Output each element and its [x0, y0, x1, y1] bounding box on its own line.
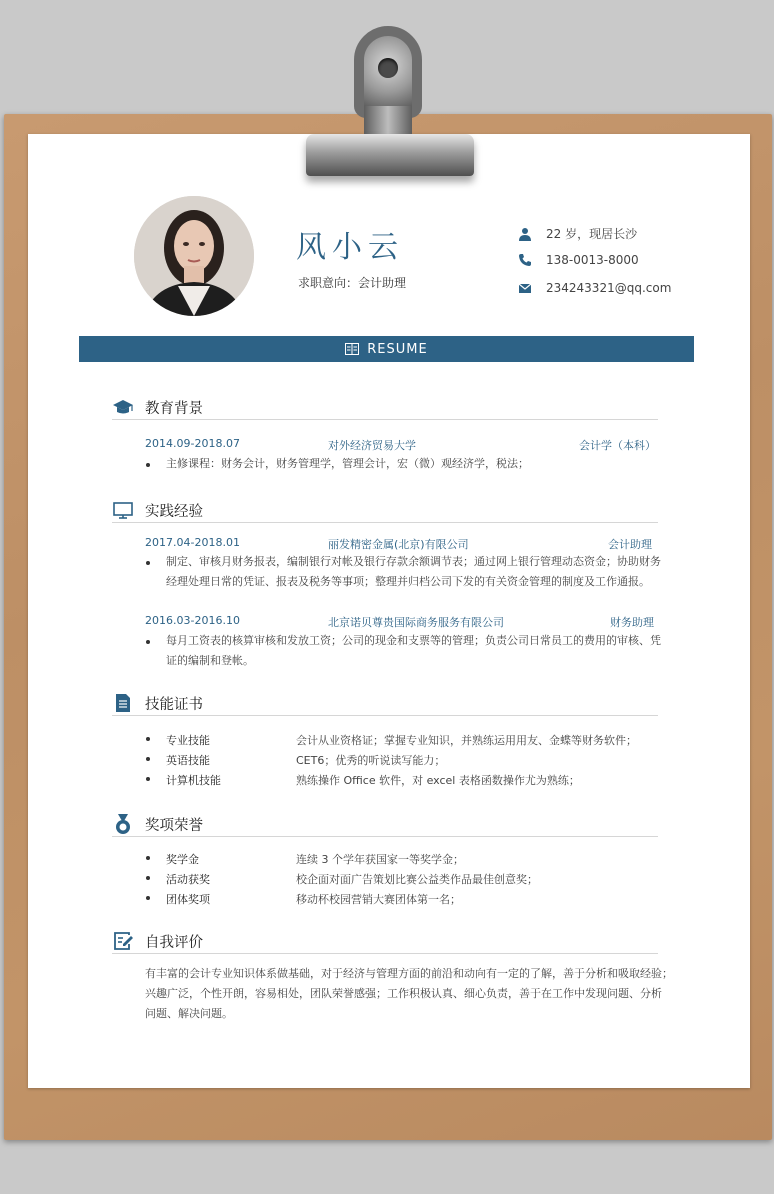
self-eval-line3: 问题、解决问题。 [145, 1007, 233, 1020]
bullet [146, 777, 154, 785]
monitor-icon [112, 499, 134, 521]
section-title: 教育背景 [145, 401, 203, 417]
contact-phone [518, 253, 639, 267]
edu-school: 对外经济贸易大学 [328, 439, 416, 452]
self-eval-line2: 兴趣广泛，个性开朗，容易相处，团队荣誉感强；工作积极认真、细心负责，善于在工作中发现问题、分析 [145, 987, 662, 1000]
section-experience [112, 499, 658, 523]
bullet [146, 640, 154, 648]
exp2-role: 财务助理 [610, 616, 654, 629]
book-icon [345, 343, 359, 355]
exp2-date: 2016.03-2016.10 [145, 614, 240, 627]
award-desc: 连续 3 个学年获国家一等奖学金； [296, 853, 464, 866]
exp1-role: 会计助理 [608, 538, 652, 551]
edu-courses: 主修课程：财务会计，财务管理学，管理会计，宏（微）观经济学，税法； [166, 457, 529, 470]
mail-icon [518, 281, 532, 295]
section-self-evaluation [112, 930, 658, 954]
exp2-desc-line1: 每月工资表的核算审核和发放工资；公司的现金和支票等的管理；负责公司日常员工的费用的审核、凭 [166, 634, 661, 647]
bullet [146, 856, 154, 864]
award-desc: 移动杯校园营销大赛团体第一名； [296, 893, 461, 906]
award-label: 奖学金 [166, 853, 199, 866]
bullet [146, 463, 154, 471]
contact-email [518, 281, 671, 295]
skill-label: 英语技能 [166, 754, 210, 767]
section-skills [112, 692, 658, 716]
exp1-desc-line1: 制定、审核月财务报表，编制银行对帐及银行存款余额调节表；通过网上银行管理动态资金；协助财务 [166, 555, 661, 568]
contact-age-location [518, 225, 637, 242]
edit-note-icon [112, 930, 134, 952]
exp2-desc-line2: 证的编制和登帐。 [166, 654, 254, 667]
award-label: 团体奖项 [166, 893, 210, 906]
section-title: 实践经验 [145, 504, 203, 520]
bullet [146, 561, 154, 569]
contact-text: 234243321@qq.com [546, 281, 672, 295]
section-education [112, 396, 658, 420]
candidate-name: 风小云 [296, 230, 404, 265]
skill-label: 计算机技能 [166, 774, 221, 787]
graduation-cap-icon [112, 396, 134, 418]
exp1-desc-line2: 经理处理日常的凭证、报表及税务等事项；整理并归档公司下发的有关资金管理的制度及工作通报。 [166, 575, 650, 588]
section-title: 技能证书 [145, 697, 203, 713]
skill-label: 专业技能 [166, 734, 210, 747]
skill-desc: 会计从业资格证；掌握专业知识，并熟练运用用友、金蝶等财务软件； [296, 734, 637, 747]
job-intent: 求职意向：会计助理 [298, 276, 407, 290]
bullet [146, 737, 154, 745]
medal-icon [112, 813, 134, 835]
exp1-company: 丽发精密金属(北京)有限公司 [328, 538, 469, 551]
person-icon [518, 227, 532, 241]
contact-text: 138-0013-8000 [546, 253, 639, 267]
section-title: 奖项荣誉 [145, 818, 203, 834]
bullet [146, 896, 154, 904]
banner-label: RESUME [367, 341, 428, 357]
award-label: 活动获奖 [166, 873, 210, 886]
award-desc: 校企面对面广告策划比赛公益类作品最佳创意奖； [296, 873, 538, 886]
avatar [134, 196, 254, 316]
document-icon [112, 692, 134, 714]
binder-clip [300, 26, 476, 178]
exp1-date: 2017.04-2018.01 [145, 536, 240, 549]
bullet [146, 757, 154, 765]
exp2-company: 北京诺贝尊贵国际商务服务有限公司 [328, 616, 504, 629]
skill-desc: 熟练操作 Office 软件，对 excel 表格函数操作尤为熟练； [296, 774, 580, 787]
skill-desc: CET6；优秀的听说读写能力； [296, 754, 446, 767]
self-eval-line1: 有丰富的会计专业知识体系做基础，对于经济与管理方面的前沿和动向有一定的了解，善于分析和吸取经验； [145, 967, 673, 980]
section-title: 自我评价 [145, 935, 203, 951]
resume-banner [79, 336, 694, 362]
edu-date: 2014.09-2018.07 [145, 437, 240, 450]
edu-degree: 会计学（本科） [579, 439, 656, 452]
contact-text: 22 岁，现居长沙 [546, 227, 638, 241]
phone-icon [518, 253, 532, 267]
section-awards [112, 813, 658, 837]
bullet [146, 876, 154, 884]
